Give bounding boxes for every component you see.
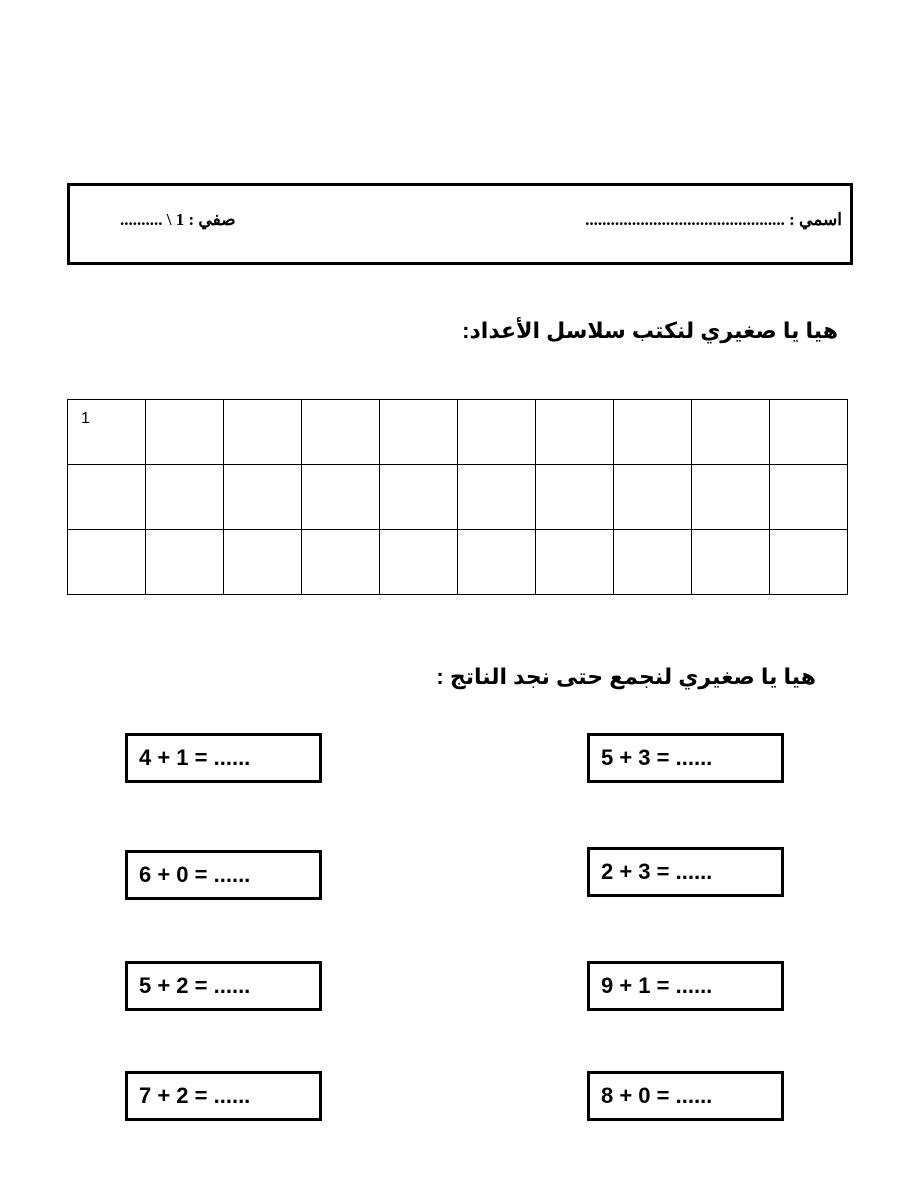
exercise-text: 5 + 3 = ...... bbox=[601, 745, 713, 770]
exercise-box[interactable] bbox=[587, 733, 784, 783]
grid-row bbox=[68, 400, 848, 465]
grid-cell[interactable] bbox=[614, 465, 692, 530]
grid-cell-value bbox=[302, 465, 379, 475]
exercise-text: 9 + 1 = ...... bbox=[601, 973, 713, 998]
exercise-box[interactable] bbox=[125, 961, 322, 1011]
grid-cell-value bbox=[68, 465, 145, 475]
grid-cell-value bbox=[770, 465, 847, 475]
grid-cell[interactable] bbox=[458, 530, 536, 595]
section2-title: هيا يا صغيري لنجمع حتى نجد الناتج : bbox=[436, 664, 816, 689]
grid-cell-value bbox=[146, 465, 223, 475]
name-field[interactable]: اسمي : ............................................... bbox=[585, 210, 842, 229]
grid-cell[interactable] bbox=[146, 400, 224, 465]
grid-cell[interactable] bbox=[770, 400, 848, 465]
grid-cell-value bbox=[458, 400, 535, 410]
grid-cell[interactable] bbox=[614, 400, 692, 465]
exercise-box[interactable] bbox=[587, 847, 784, 897]
grid-cell[interactable] bbox=[380, 400, 458, 465]
grid-cell[interactable] bbox=[224, 465, 302, 530]
grid-cell-value bbox=[302, 530, 379, 540]
grid-cell[interactable] bbox=[770, 465, 848, 530]
grid-cell-value bbox=[614, 400, 691, 410]
grid-cell[interactable] bbox=[302, 530, 380, 595]
exercise-box[interactable] bbox=[125, 733, 322, 783]
exercise-text: 7 + 2 = ...... bbox=[139, 1083, 251, 1108]
grid-cell-value bbox=[224, 530, 301, 540]
grid-cell[interactable] bbox=[692, 400, 770, 465]
exercise-text: 2 + 3 = ...... bbox=[601, 859, 713, 884]
grid-cell-value bbox=[68, 530, 145, 540]
grid-cell[interactable] bbox=[146, 530, 224, 595]
grid-cell-value bbox=[224, 400, 301, 410]
grid-cell[interactable] bbox=[224, 530, 302, 595]
grid-cell[interactable] bbox=[458, 400, 536, 465]
grid-cell-value bbox=[614, 465, 691, 475]
exercise-box[interactable] bbox=[587, 1071, 784, 1121]
grid-cell[interactable] bbox=[770, 530, 848, 595]
exercise-text: 6 + 0 = ...... bbox=[139, 862, 251, 887]
grid-cell[interactable] bbox=[458, 465, 536, 530]
grid-cell[interactable] bbox=[536, 400, 614, 465]
number-series-grid bbox=[67, 399, 848, 595]
grid-cell-value bbox=[692, 465, 769, 475]
grid-cell-value bbox=[536, 465, 613, 475]
class-field[interactable]: صفي : 1 \ .......... bbox=[120, 210, 236, 229]
grid-cell[interactable] bbox=[68, 530, 146, 595]
grid-cell[interactable] bbox=[224, 400, 302, 465]
grid-cell[interactable] bbox=[536, 530, 614, 595]
grid-cell-value bbox=[770, 530, 847, 540]
grid-cell[interactable] bbox=[68, 400, 146, 465]
grid-cell[interactable] bbox=[692, 465, 770, 530]
grid-cell[interactable] bbox=[380, 465, 458, 530]
grid-cell[interactable] bbox=[302, 400, 380, 465]
grid-row bbox=[68, 465, 848, 530]
grid-cell-value bbox=[536, 400, 613, 410]
grid-cell-value bbox=[380, 400, 457, 410]
grid-cell[interactable] bbox=[614, 530, 692, 595]
grid-cell-value bbox=[146, 400, 223, 410]
exercise-text: 4 + 1 = ...... bbox=[139, 745, 251, 770]
student-info-box bbox=[67, 183, 853, 265]
grid-cell[interactable] bbox=[692, 530, 770, 595]
grid-cell-value bbox=[302, 400, 379, 410]
grid-cell-value bbox=[614, 530, 691, 540]
grid-row bbox=[68, 530, 848, 595]
grid-cell-value bbox=[770, 400, 847, 410]
grid-cell[interactable] bbox=[536, 465, 614, 530]
grid-cell-value bbox=[692, 400, 769, 410]
grid-cell-value bbox=[146, 530, 223, 540]
exercise-text: 5 + 2 = ...... bbox=[139, 973, 251, 998]
grid-cell-value bbox=[380, 530, 457, 540]
grid-cell[interactable] bbox=[68, 465, 146, 530]
grid-cell[interactable] bbox=[146, 465, 224, 530]
grid-cell-value: 1 bbox=[81, 410, 90, 427]
grid-cell-value bbox=[380, 465, 457, 475]
exercise-text: 8 + 0 = ...... bbox=[601, 1083, 713, 1108]
grid-cell-value bbox=[458, 465, 535, 475]
exercise-box[interactable] bbox=[125, 850, 322, 900]
section1-title: هيا يا صغيري لنكتب سلاسل الأعداد: bbox=[462, 318, 838, 343]
grid-cell[interactable] bbox=[302, 465, 380, 530]
grid-cell[interactable] bbox=[380, 530, 458, 595]
exercise-box[interactable] bbox=[587, 961, 784, 1011]
grid-cell-value bbox=[536, 530, 613, 540]
grid-cell-value bbox=[458, 530, 535, 540]
exercise-box[interactable] bbox=[125, 1071, 322, 1121]
grid-cell-value bbox=[692, 530, 769, 540]
grid-cell-value bbox=[224, 465, 301, 475]
